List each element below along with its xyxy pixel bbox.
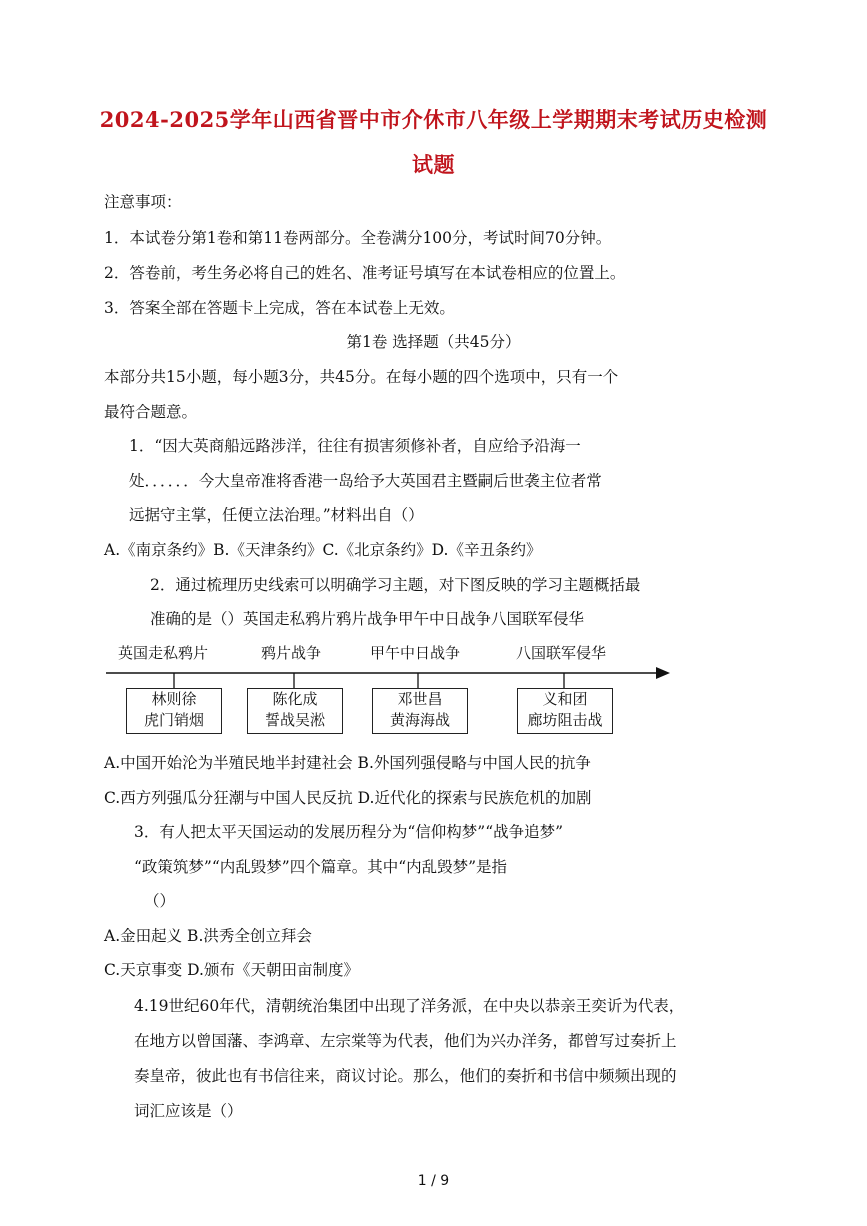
question-4-stem: 在地方以曾国藩、李鸿章、左宗棠等为代表，他们为兴办洋务，都曾写过奏折上	[134, 1032, 677, 1050]
timeline-event-label: 英国走私鸦片	[118, 644, 209, 662]
timeline-event-label: 甲午中日战争	[370, 644, 461, 662]
question-4-stem: 词汇应该是（）	[134, 1102, 243, 1120]
note-item: 1．本试卷分第1卷和第11卷两部分。全卷满分100分，考试时间70分钟。	[104, 229, 612, 247]
question-3-stem: 3．有人把太平天国运动的发展历程分为“信仰构梦”“战争追梦”	[134, 823, 564, 841]
timeline-box	[247, 688, 343, 734]
question-3-options: C.天京事变 D.颁布《天朝田亩制度》	[104, 961, 359, 979]
note-item: 2．答卷前，考生务必将自己的姓名、准考证号填写在本试卷相应的位置上。	[104, 264, 626, 282]
page-number: 1 / 9	[417, 1173, 450, 1189]
document-title-line2: 试题	[412, 152, 455, 177]
question-4-stem: 4.19世纪60年代，清朝统治集团中出现了洋务派，在中央以恭亲王奕䜣为代表，	[134, 997, 685, 1015]
timeline-box-line: 林则徐	[151, 690, 197, 708]
timeline-box-line: 誓战吴淞	[264, 711, 325, 729]
document-title-line1: 2024-2025学年山西省晋中市介休市八年级上学期期末考试历史检测	[99, 107, 768, 132]
notes-heading: 注意事项：	[104, 193, 182, 211]
note-item: 3．答案全部在答题卡上完成，答在本试卷上无效。	[104, 299, 455, 317]
question-2-options: C.西方列强瓜分狂潮与中国人民反抗 D.近代化的探索与民族危机的加剧	[104, 789, 592, 807]
timeline-event-label: 八国联军侵华	[516, 644, 607, 662]
timeline-box-line: 廊坊阻击战	[527, 711, 603, 729]
timeline-diagram	[104, 636, 674, 740]
question-1-stem: 1．“因大英商船远路涉洋，往往有损害须修补者，自应给予沿海一	[129, 437, 581, 455]
question-3-options: A.金田起义 B.洪秀全创立拜会	[104, 927, 312, 945]
timeline-box-line: 义和团	[542, 690, 588, 708]
timeline-box	[517, 688, 613, 734]
section-intro: 本部分共15小题，每小题3分，共45分。在每小题的四个选项中，只有一个	[104, 368, 619, 386]
timeline-box-line: 邓世昌	[397, 690, 443, 708]
section-intro: 最符合题意。	[104, 403, 198, 421]
timeline-box-line: 黄海海战	[389, 711, 450, 729]
question-1-options: A.《南京条约》B.《天津条约》C.《北京条约》D.《辛丑条约》	[104, 541, 542, 559]
timeline-box	[126, 688, 222, 734]
timeline-event-label: 鸦片战争	[261, 644, 322, 662]
timeline-box	[372, 688, 468, 734]
question-3-stem: （）	[144, 892, 176, 910]
question-2-stem: 准确的是（）英国走私鸦片鸦片战争甲午中日战争八国联军侵华	[150, 610, 585, 628]
timeline-box-line: 陈化成	[272, 690, 318, 708]
question-1-stem: 远据守主掌，任便立法治理。”材料出自（）	[129, 506, 424, 524]
timeline-box-line: 虎门销烟	[143, 711, 204, 729]
question-2-options: A.中国开始沦为半殖民地半封建社会 B.外国列强侵略与中国人民的抗争	[104, 754, 591, 772]
section-title: 第1卷 选择题（共45分）	[346, 333, 521, 351]
question-2-stem: 2．通过梳理历史线索可以明确学习主题，对下图反映的学习主题概括最	[150, 576, 641, 594]
question-3-stem: “政策筑梦”“内乱毁梦”四个篇章。其中“内乱毁梦”是指	[134, 858, 508, 876]
question-4-stem: 奏皇帝，彼此也有书信往来，商议讨论。那么，他们的奏折和书信中频频出现的	[134, 1067, 677, 1085]
question-1-stem: 处．．．．．．今大皇帝准将香港一岛给予大英国君主暨嗣后世袭主位者常	[129, 472, 602, 490]
